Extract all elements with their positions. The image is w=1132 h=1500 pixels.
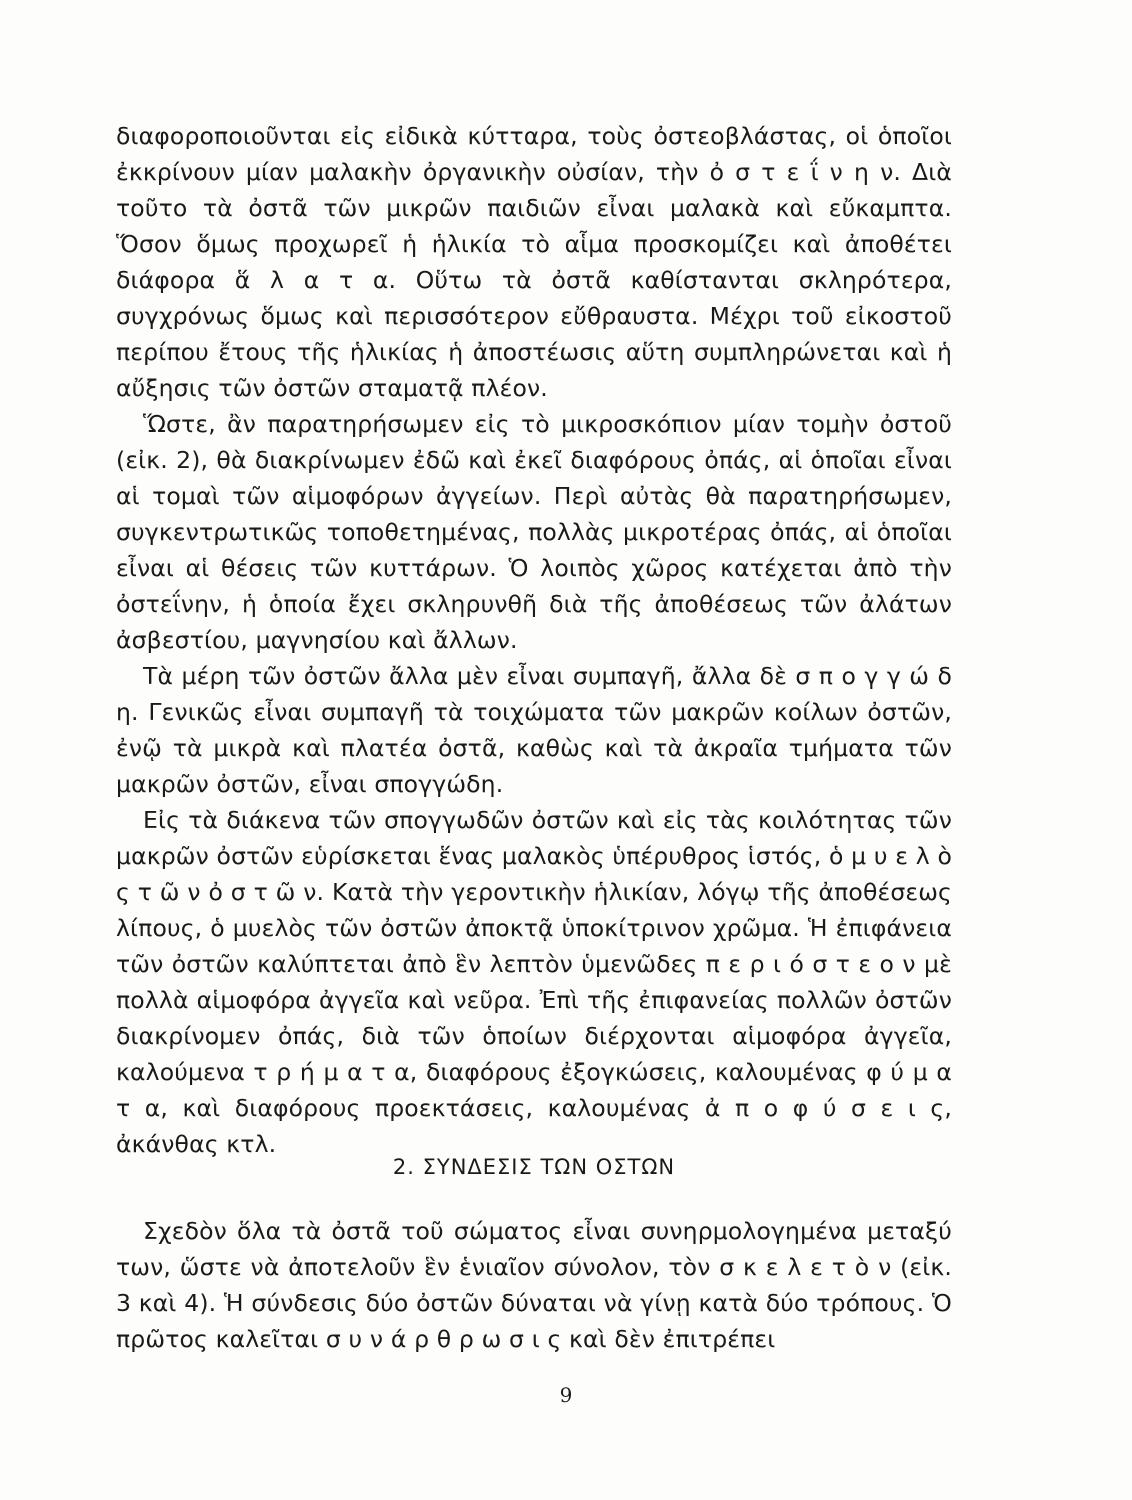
paragraph-cell-differentiation: διαφοροποιοῦνται εἰς εἰδικὰ κύτταρα, τοὺς ὀστεοβλάστας, οἱ ὁποῖοι ἐκκρίνουν μίαν μαλακὴν ὀργανικὴν οὐσίαν, τὴν ὀ σ τ ε ΐ ν η ν. Διὰ τοῦτο τὰ ὀστᾶ τῶν μικρῶν παιδιῶν εἶναι μαλακὰ καὶ εὔκαμπτα. Ὅσον ὅμως προχωρεῖ ἡ ἡλικία τὸ αἷμα προσκομίζει καὶ ἀποθέτει διάφορα ἅ λ α τ α. Οὕτω τὰ ὀστᾶ καθίστανται σκληρότερα, συγχρόνως ὅμως καὶ περισσότερον εὔθραυστα. Μέχρι τοῦ εἰκοστοῦ περίπου ἔτους τῆς ἡλικίας ἡ ἀποστέωσις αὕτη συμπληρώνεται καὶ ἡ αὔξησις τῶν ὀστῶν σταματᾷ πλέον. bbox=[116, 122, 952, 402]
paragraph-bone-marrow: Εἰς τὰ διάκενα τῶν σπογγωδῶν ὀστῶν καὶ εἰς τὰς κοιλότητας τῶν μακρῶν ὀστῶν εὑρίσκεται ἕνας μαλακὸς ὑπέρυθρος ἱστός, ὁ μ υ ε λ ὸ ς τ ῶ ν ὀ σ τ ῶ ν. Κατὰ τὴν γεροντικὴν ἡλικίαν, λόγῳ τῆς ἀποθέσεως λίπους, ὁ μυελὸς τῶν ὀστῶν ἀποκτᾷ ὑποκίτρινον χρῶμα. Ἡ ἐπιφάνεια τῶν ὀστῶν καλύπτεται ἀπὸ ἓν λεπτὸν ὑμενῶδες π ε ρ ι ό σ τ ε ο ν μὲ πολλὰ αἱμοφόρα ἀγγεῖα καὶ νεῦρα. Ἐπὶ τῆς ἐπιφανείας πολλῶν ὀστῶν διακρίνομεν ὀπάς, διὰ τῶν ὁποίων διέρχονται αἱμοφόρα ἀγγεῖα, καλούμενα τ ρ ή μ α τ α, διαφόρους ἐξογκώσεις, καλουμένας φ ύ μ α τ α, καὶ διαφόρους προεκτάσεις, καλουμένας ἀ π ο φ ύ σ ε ι ς, ἀκάνθας κτλ. bbox=[116, 806, 952, 1158]
body-text bbox=[116, 118, 952, 1162]
paragraph-bone-connection: Σχεδὸν ὅλα τὰ ὀστᾶ τοῦ σώματος εἶναι συνηρμολογημένα μεταξύ των, ὥστε νὰ ἀποτελοῦν ἓν ἑνιαῖον σύνολον, τὸν σ κ ε λ ε τ ὸ ν (εἰκ. 3 καὶ 4). Ἡ σύνδεσις δύο ὀστῶν δύναται νὰ γίνῃ κατὰ δύο τρόπους. Ὁ πρῶτος καλεῖται σ υ ν ά ρ θ ρ ω σ ι ς καὶ δὲν ἐπιτρέπει bbox=[116, 1217, 952, 1353]
paragraph-microscope-section: Ὥστε, ἂν παρατηρήσωμεν εἰς τὸ μικροσκόπιον μίαν τομὴν ὀστοῦ (εἰκ. 2), θὰ διακρίνωμεν ἐδῶ καὶ ἐκεῖ διαφόρους ὀπάς, αἱ ὁποῖαι εἶναι αἱ τομαὶ τῶν αἱμοφόρων ἀγγείων. Περὶ αὐτὰς θὰ παρατηρήσωμεν, συγκεντρωτικῶς τοποθετημένας, πολλὰς μικροτέρας ὀπάς, αἱ ὁποῖαι εἶναι αἱ θέσεις τῶν κυττάρων. Ὁ λοιπὸς χῶρος κατέχεται ἀπὸ τὴν ὀστεΐνην, ἡ ὁποία ἔχει σκληρυνθῆ διὰ τῆς ἀποθέσεως τῶν ἀλάτων ἀσβεστίου, μαγνησίου καὶ ἄλλων. bbox=[116, 410, 952, 654]
section-text bbox=[116, 1213, 952, 1357]
paragraph-compact-spongy: Τὰ μέρη τῶν ὀστῶν ἄλλα μὲν εἶναι συμπαγῆ, ἄλλα δὲ σ π ο γ γ ώ δ η. Γενικῶς εἶναι συμπαγῆ τὰ τοιχώματα τῶν μακρῶν κοίλων ὀστῶν, ἐνῷ τὰ μικρὰ καὶ πλατέα ὀστᾶ, καθὼς καὶ τὰ ἀκραῖα τμήματα τῶν μακρῶν ὀστῶν, εἶναι σπογγώδη. bbox=[116, 662, 952, 798]
section-heading: 2. ΣΥΝΔΕΣΙΣ ΤΩΝ ΟΣΤΩΝ bbox=[392, 1155, 676, 1179]
page-number: 9 bbox=[559, 1383, 573, 1407]
